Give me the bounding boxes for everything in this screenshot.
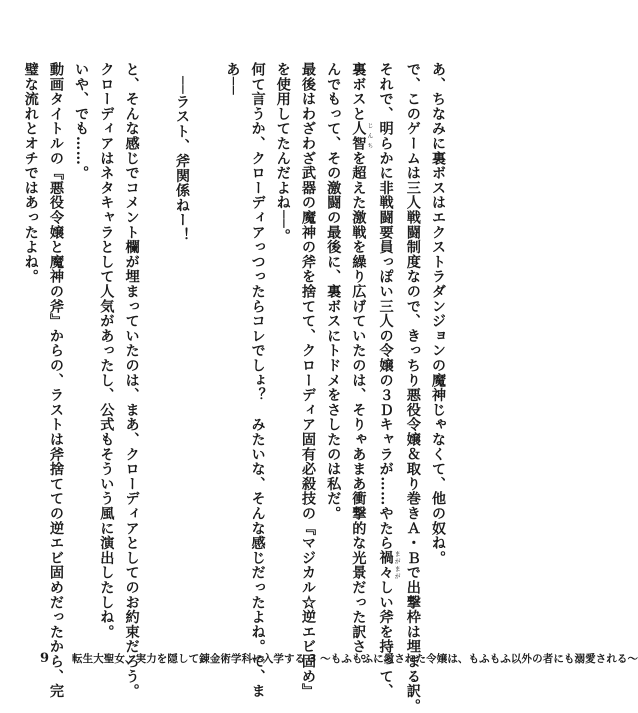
blank-line [194,62,219,622]
body-line: 動画タイトルの『悪役令嬢と魔神の斧』からの、ラストは斧捨てての逆エビ固めだったから、完 [47,62,64,699]
body-line: 裏ボスと人智 じんちを超えた激戦を繰り広げていたのは、そりゃあまあ衝撃的な光景だった訳さ。 [350,62,373,669]
body-line: あ、ちなみに裏ボスはエクストラダンジョンの魔神じゃなくて、他の奴ね。 [430,62,446,566]
body-line: クローディアはネタキャラとして人気があったし、公式もそういう風に演出したしね。 [98,62,115,640]
body-line: あ── [224,62,241,96]
body-line: ──ラスト、斧関係ねー！ [173,76,190,243]
page-number: 9 [40,651,50,666]
body-line: それで、明らかに非戦闘要員っぽい三人の令嬢の３Ｄキャラが……やたら禍々 まがまがしい斧を持って、 [377,62,401,699]
body-line: 最後はわざわざ武器の魔神の斧を捨てて、クローディア固有必殺技の『マジカル☆逆エビ固め』 [299,62,316,699]
body-line: と、そんな感じでコメント欄が埋まっていたのは、まあ、クローディアとしてのお約束だろう。 [123,62,140,699]
body-line: んでもって、その激闘の最後に、裏ボスにトドメをさしたのは私だ。 [325,62,342,521]
blank-line [144,62,169,622]
body-line: 璧な流れとオチではあったよね。 [22,62,39,284]
body-line: を使用してたんだよね──。 [274,62,291,244]
page-footer [40,651,638,669]
body-line: で、このゲームは三人戦闘制度なので、きっちり悪役令嬢＆取り巻きＡ・Ｂで出撃枠は埋まる訳。 [404,62,421,713]
body-line: 何て言うか、クローディアっつったらコレでしょ？ みたいな、そんな感じだったよね。で、ま [249,62,266,699]
body-line: いや、でも……。 [73,62,90,181]
running-title: 転生大聖女、実力を隠して錬金術学科に入学する 3 〜もふもふに愛された令嬢は、もふもふ以外の者にも溺愛される〜 [72,653,638,665]
